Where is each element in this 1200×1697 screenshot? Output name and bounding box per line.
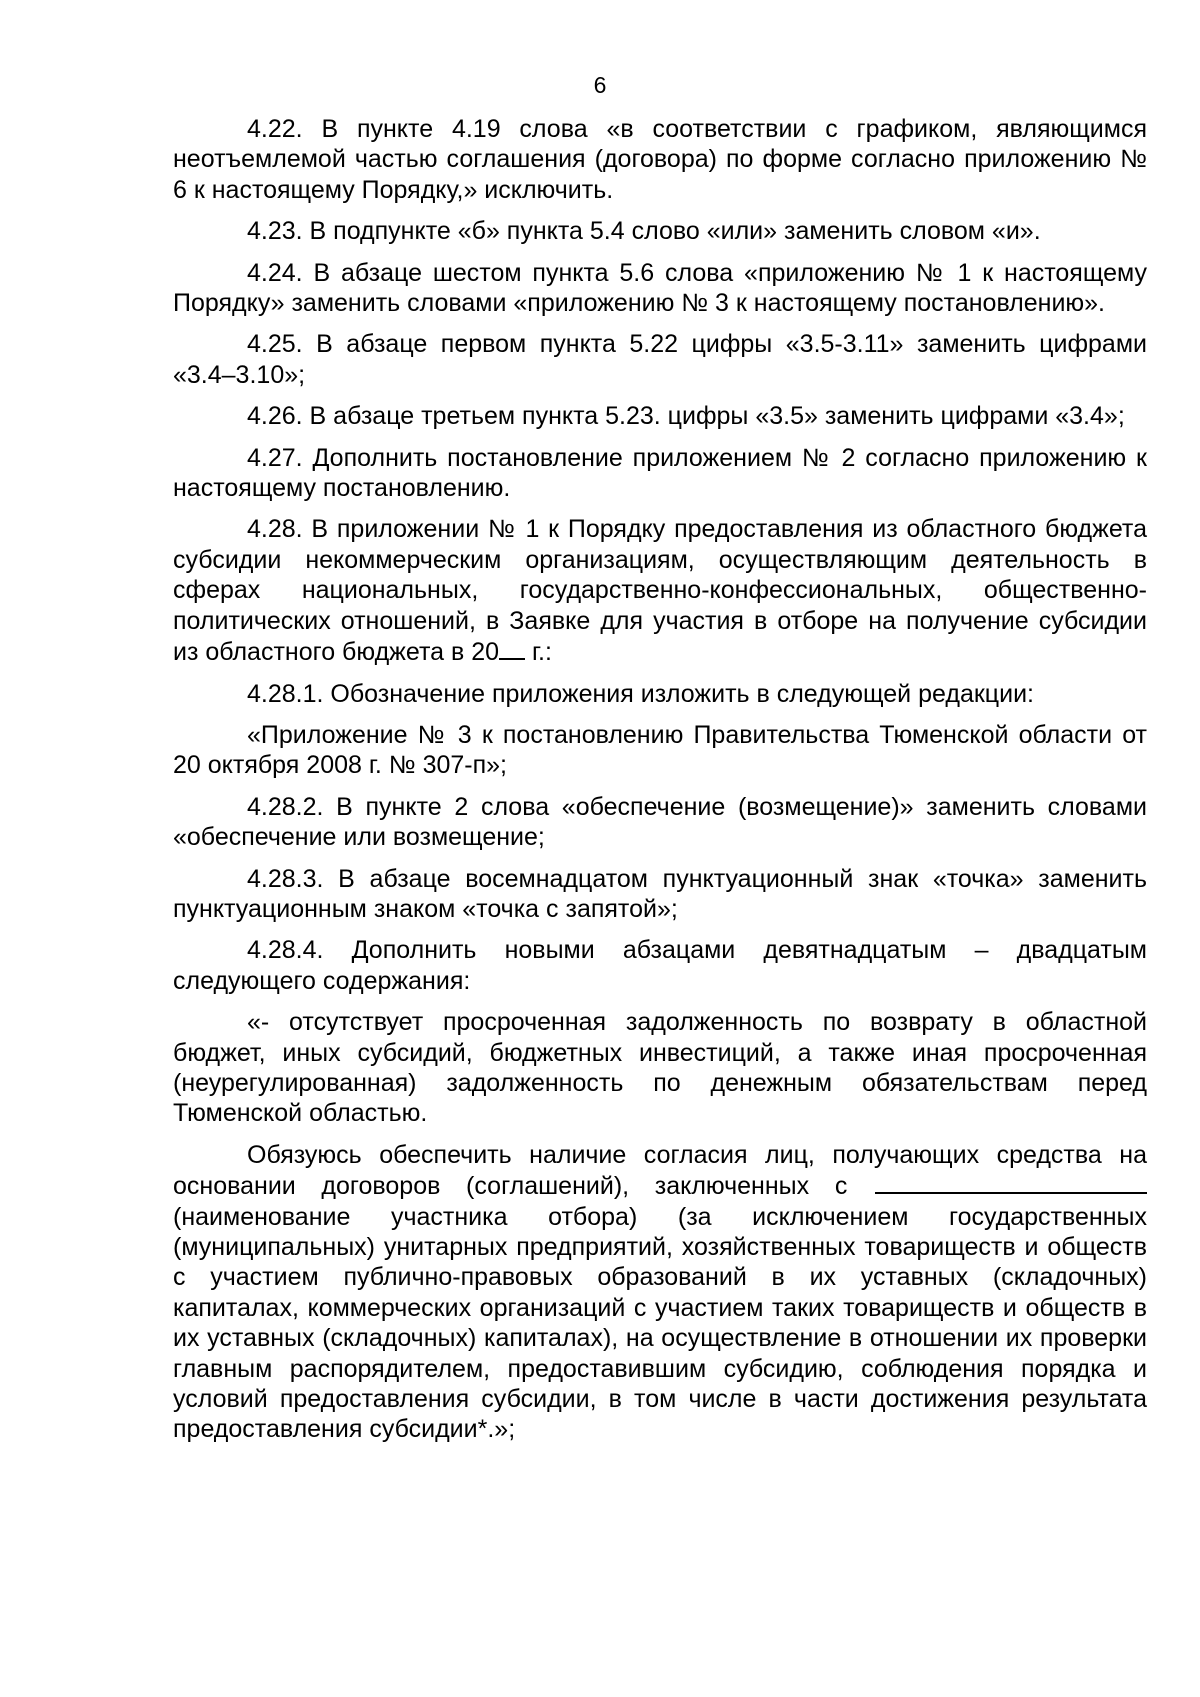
- paragraph-4-28-2: 4.28.2. В пункте 2 слова «обеспечение (возмещение)» заменить словами «обеспечение или возмещение;: [173, 792, 1147, 852]
- paragraph-4-28: [173, 514, 1147, 667]
- paragraph-consent-text: Обязуюсь обеспечить наличие согласия лиц, получающих средства на основании договоров (соглашений), заключенных с: [173, 1140, 1147, 1201]
- paragraph-4-26: 4.26. В абзаце третьем пункта 5.23. цифры «3.5» заменить цифрами «3.4»;: [247, 402, 1125, 431]
- paragraph-4-23: 4.23. В подпункте «б» пункта 5.4 слово «или» заменить словом «и».: [247, 217, 1041, 246]
- paragraph-4-25: 4.25. В абзаце первом пункта 5.22 цифры «3.5-3.11» заменить цифрами «3.4–3.10»;: [173, 330, 1147, 389]
- paragraph-4-28-text: 4.28. В приложении № 1 к Порядку предоставления из областного бюджета субсидии некоммерческим организациям, осуществляющим деятельность в сферах национальных, государственно-конфессиональных, общественно-политических отношений, в Заявке для участия в отборе на получение субсидии из областного бюджета в 20: [173, 515, 1147, 667]
- paragraph-4-22: 4.22. В пункте 4.19 слова «в соответствии с графиком, являющимся неотъемлемой частью соглашения (договора) по форме согласно приложению № 6 к настоящему Порядку,» исключить.: [173, 115, 1147, 204]
- paragraph-appendix-title: «Приложение № 3 к постановлению Правительства Тюменской области от 20 октября 2008 г. № 307-п»;: [173, 720, 1147, 780]
- paragraph-4-28-4: 4.28.4. Дополнить новыми абзацами девятнадцатым – двадцатым следующего содержания:: [173, 936, 1147, 995]
- participant-name-blank: [875, 1170, 1147, 1194]
- paragraph-4-27: 4.27. Дополнить постановление приложением № 2 согласно приложению к настоящему постановлению.: [173, 443, 1147, 503]
- paragraph-consent: [173, 1140, 1147, 1445]
- year-blank: [499, 636, 525, 660]
- paragraph-no-debt: «- отсутствует просроченная задолженность по возврату в областной бюджет, иных субсидий, бюджетных инвестиций, а также иная просроченная (неурегулированная) задолженность по денежным обязательствам перед Тюменской областью.: [173, 1008, 1147, 1128]
- paragraph-4-24: 4.24. В абзаце шестом пункта 5.6 слова «приложению № 1 к настоящему Порядку» заменить словами «приложению № 3 к настоящему постановлению».: [173, 258, 1147, 318]
- document-body: [173, 114, 1147, 1456]
- paragraph-consent-tail: (наименование участника отбора) (за исключением государственных (муниципальных) унитарных предприятий, хозяйственных товариществ и обществ с участием публично-правовых образований в их уставных (складочных) капиталах, коммерческих организаций с участием таких товариществ и обществ в их уставных (складочных) капиталах), на осуществление в отношении их проверки главным распорядителем, предоставившим субсидию, соблюдения порядка и условий предоставления субсидии, в том числе в части достижения результата предоставления субсидии*.»;: [173, 1202, 1147, 1444]
- page-number: 6: [593, 72, 607, 98]
- paragraph-4-28-1: 4.28.1. Обозначение приложения изложить в следующей редакции:: [247, 679, 1034, 708]
- paragraph-4-28-tail: г.:: [525, 638, 552, 667]
- paragraph-4-28-3: 4.28.3. В абзаце восемнадцатом пунктуационный знак «точка» заменить пунктуационным знаком «точка с запятой»;: [173, 864, 1147, 923]
